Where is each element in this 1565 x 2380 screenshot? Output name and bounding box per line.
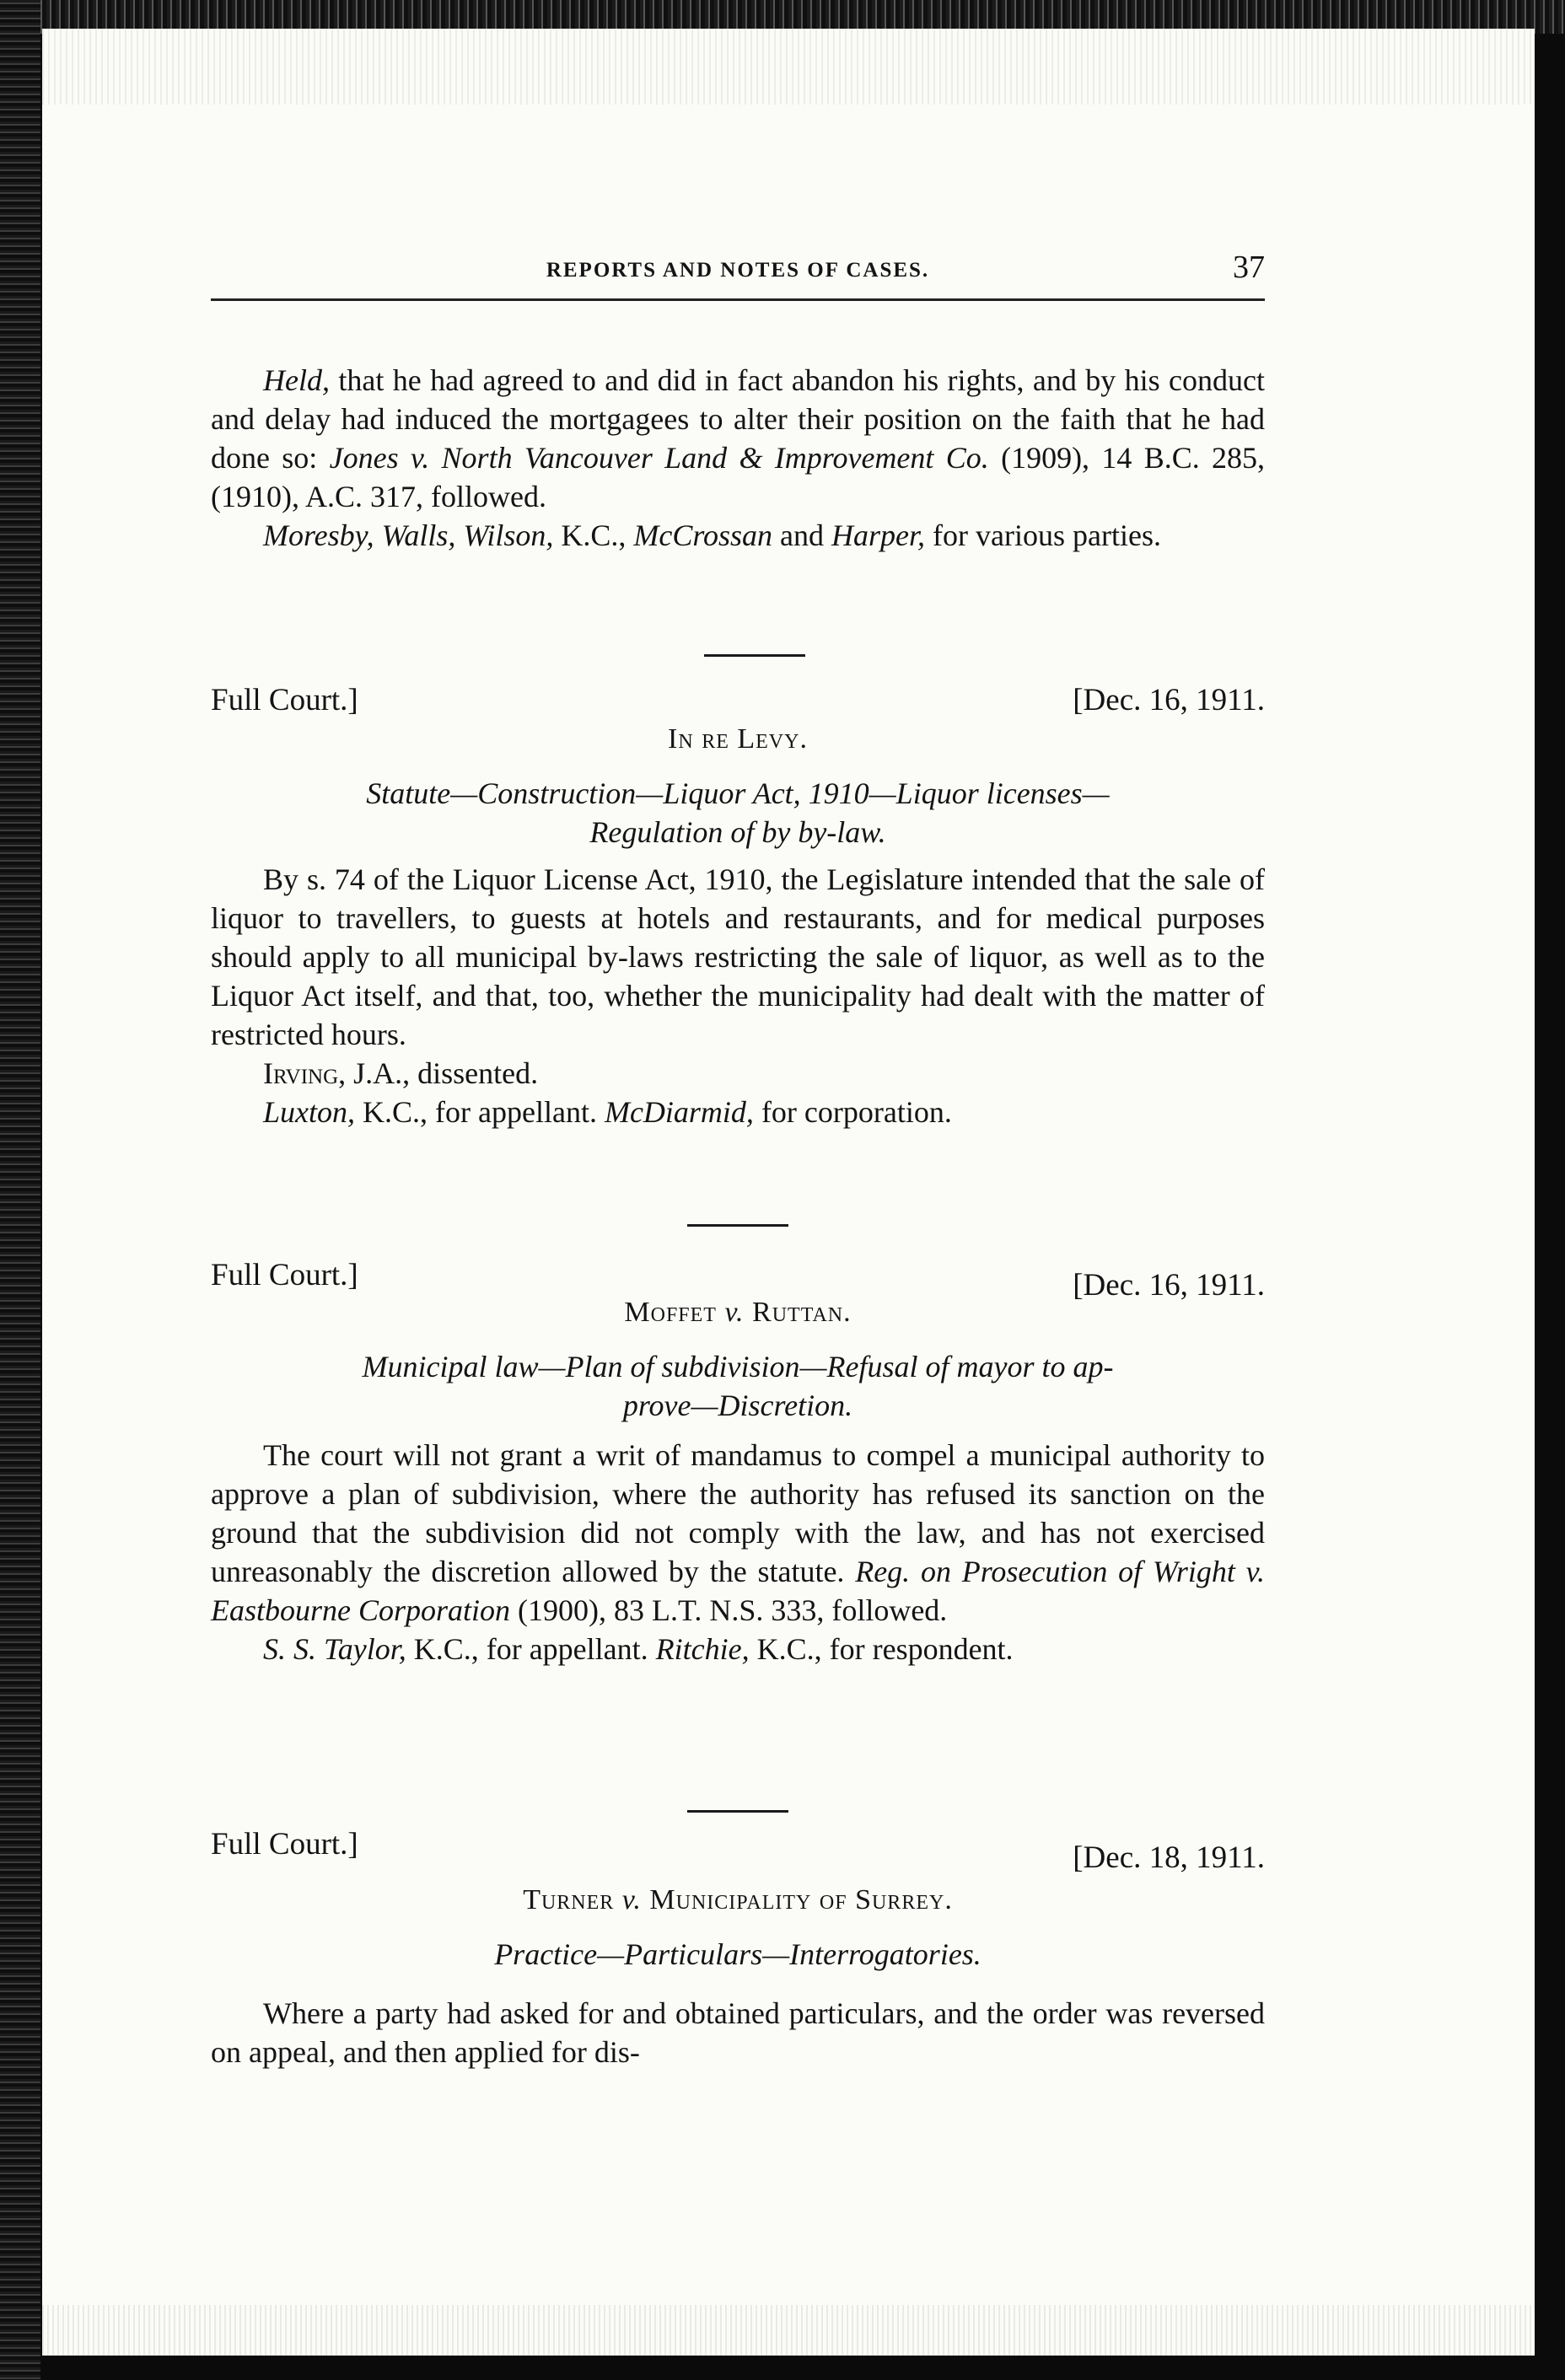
corporation-counsel-role: for corporation. (761, 1095, 952, 1129)
court-line-levy (211, 681, 1265, 720)
catchline-turner (211, 1935, 1265, 1974)
cited-case: Jones v. North Vancouver Land & Improvement Co. (329, 441, 989, 475)
held-paragraph (211, 361, 1265, 516)
section-divider (687, 1224, 788, 1227)
catchline-line-1: Municipal law—Plan of subdivision—Refusal of mayor to ap- (362, 1350, 1114, 1383)
appellant-counsel: Luxton, (263, 1095, 356, 1129)
citation-rest: (1909), 14 B.C. 285, (1910), A.C. 317, followed. (211, 441, 1266, 513)
versus: v. (724, 1297, 745, 1328)
respondent-counsel: Ritchie, (655, 1632, 750, 1666)
decision-date: [Dec. 18, 1911. (1073, 1840, 1265, 1875)
appellant-counsel-role: K.C., for appellant. (413, 1632, 648, 1666)
catchline-line-2: Regulation of by by-law. (589, 815, 886, 849)
corporation-counsel: McDiarmid, (604, 1095, 754, 1129)
scan-border-left (0, 0, 40, 2380)
case-title-levy (211, 721, 1265, 758)
headnote-paragraph: Where a party had asked for and obtained particulars, and the order was reversed on appeal, and then applied for dis- (211, 1996, 1265, 2069)
running-head (211, 249, 1265, 291)
decision-date: [Dec. 16, 1911. (1073, 1268, 1265, 1303)
headnote-paragraph (211, 1436, 1265, 1630)
cited-case: Reg. on Prosecution of Wright v. Eastbourne Corporation (211, 1555, 1265, 1627)
section-divider (687, 1810, 788, 1813)
catchline-line-1: Practice—Particulars—Interrogatories. (494, 1937, 981, 1971)
levy-body (211, 860, 1265, 1131)
catchline-line-1: Statute—Construction—Liquor Act, 1910—Liquor licenses— (366, 776, 1110, 810)
case-title-re: re (702, 723, 729, 755)
judge-name: Irving, (263, 1056, 347, 1090)
counsel-kc: K.C., (561, 518, 627, 552)
dissent-paragraph (211, 1054, 1265, 1093)
counsel-harper: Harper, (831, 518, 926, 552)
counsel-mccrossan: McCrossan (633, 518, 773, 552)
counsel-paragraph (211, 1093, 1265, 1131)
party-one: Turner (523, 1884, 615, 1915)
headnote-paragraph: By s. 74 of the Liquor License Act, 1910, the Legislature intended that the sale of liquor to travellers, to guests at hotels and restaurants, and for medical purposes should apply to all municipal by-laws restricting the sale of liquor, as well as to the Liquor Act itself, and that, too, whether the municipality had dealt with the matter of restricted hours. (211, 862, 1265, 1051)
case-title-name: Levy. (737, 723, 808, 755)
decision-date: [Dec. 16, 1911. (1073, 683, 1265, 717)
dissent-text: J.A., dissented. (353, 1056, 539, 1090)
held-text: that he had agreed to and did in fact abandon his rights, and by his conduct and delay had induced the mortgagees to alter their position on the faith that he had done so: (211, 363, 1266, 475)
party-two: Municipality of Surrey. (649, 1884, 953, 1915)
running-head-title: REPORTS AND NOTES OF CASES. (546, 259, 930, 282)
header-rule (211, 298, 1265, 301)
respondent-counsel-role: K.C., for respondent. (756, 1632, 1014, 1666)
counsel-paragraph (211, 1630, 1265, 1668)
court-name: Full Court.] (211, 1258, 358, 1292)
catchline-levy (211, 774, 1265, 852)
case-title-turner (211, 1882, 1265, 1919)
counsel-and: and (780, 518, 825, 552)
headnote-text: The court will not grant a writ of mandamus to compel a municipal authority to approve a plan of subdivision, where the authority has refused its sanction on the ground that the subdivision did not comply with the law, and has not exercised unreasonably the discretion allowed by the statute. (211, 1438, 1265, 1588)
page-number: 37 (1233, 250, 1265, 285)
versus: v. (621, 1884, 642, 1915)
case-title-moffet (211, 1294, 1265, 1331)
moffet-body (211, 1436, 1265, 1668)
party-one: Moffet (624, 1297, 717, 1328)
court-line-turner (211, 1825, 1265, 1875)
citation-rest: (1900), 83 L.T. N.S. 333, followed. (518, 1593, 948, 1627)
appellant-counsel: S. S. Taylor, (263, 1632, 406, 1666)
catchline-moffet (211, 1347, 1265, 1425)
turner-body (211, 1994, 1265, 2071)
held-label: Held, (263, 363, 330, 397)
counsel-names: Moresby, Walls, Wilson, (263, 518, 554, 552)
party-two: Ruttan. (752, 1297, 852, 1328)
court-name: Full Court.] (211, 683, 358, 717)
case-title-in: In (668, 723, 694, 755)
counsel-paragraph (211, 516, 1265, 555)
court-name: Full Court.] (211, 1827, 358, 1862)
catchline-line-2: prove—Discretion. (622, 1389, 853, 1422)
counsel-tail: for various parties. (933, 518, 1161, 552)
appellant-counsel-role: K.C., for appellant. (363, 1095, 597, 1129)
carryover-section (211, 361, 1265, 555)
scan-noise-top (42, 29, 1535, 105)
scan-noise-bottom (42, 2305, 1535, 2356)
section-divider (704, 654, 805, 657)
court-line-moffet (211, 1256, 1265, 1303)
